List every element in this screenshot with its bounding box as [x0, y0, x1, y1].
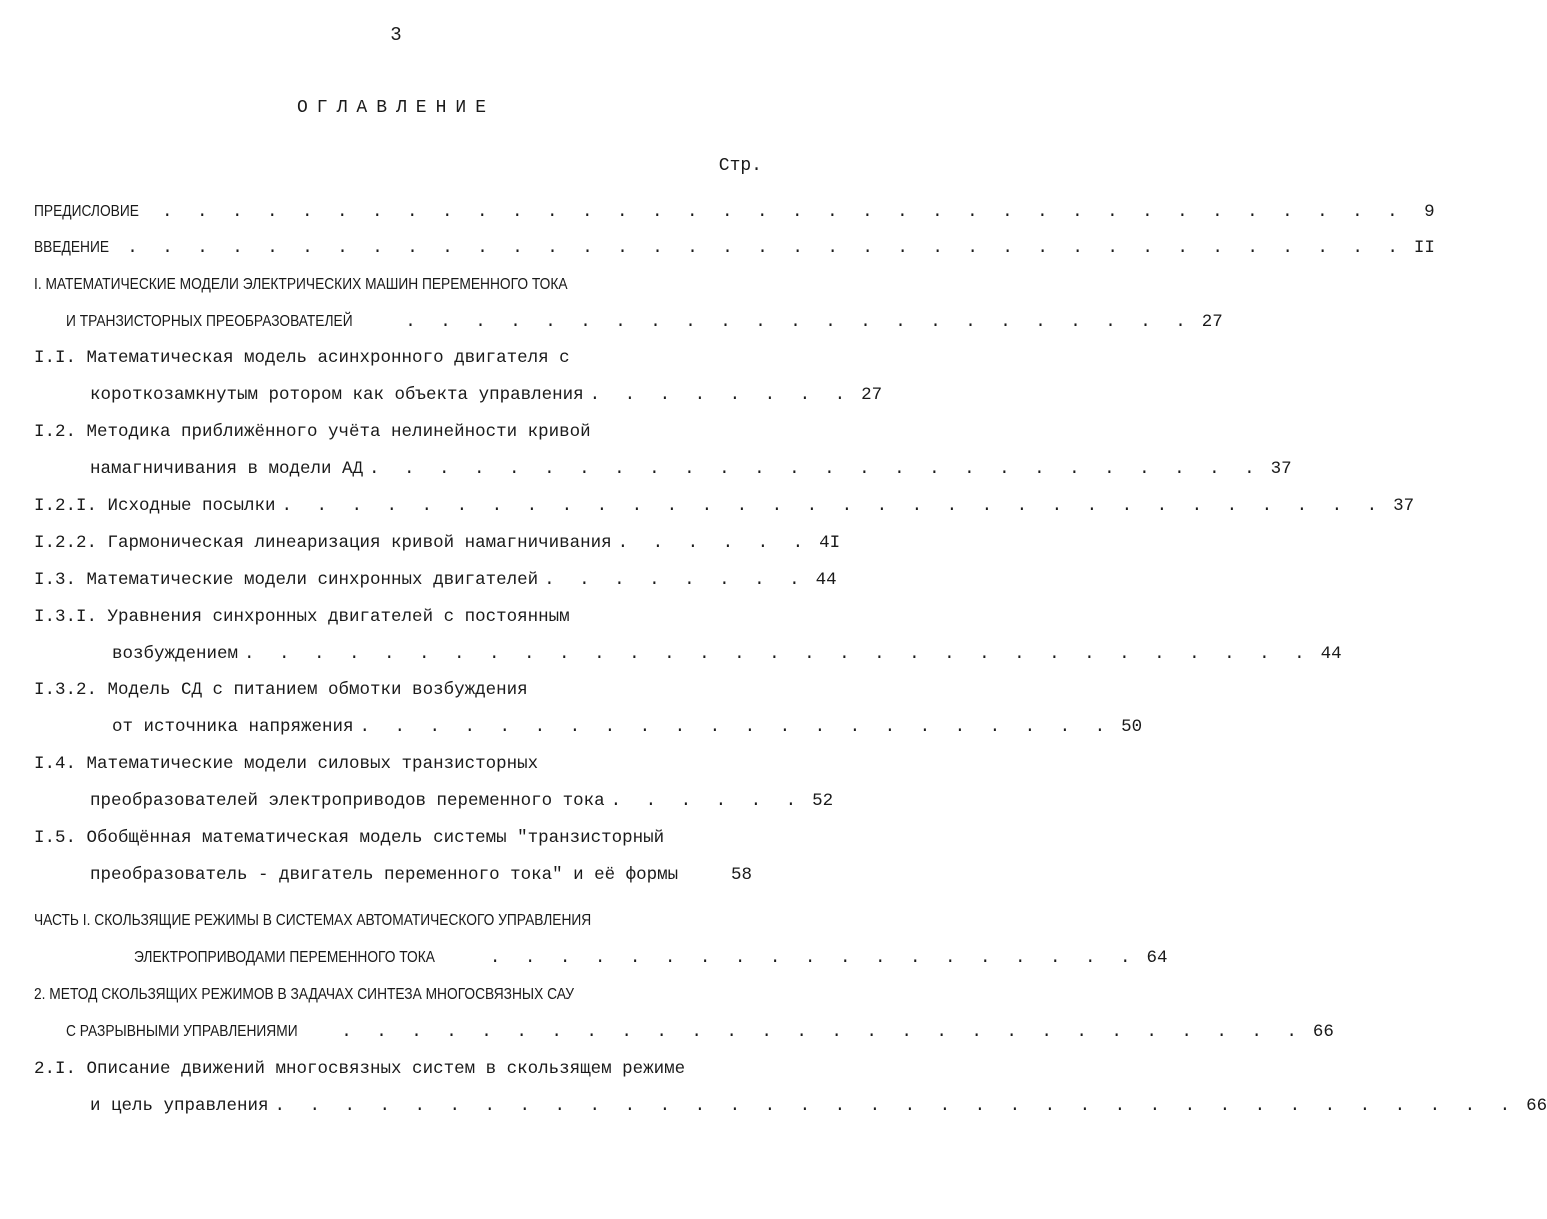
toc-entry-text: I.I. Математическая модель асинхронного двигателя с — [34, 348, 570, 368]
toc-leader-dots: . . . . . . . . — [589, 385, 853, 405]
toc-entry — [134, 945, 1168, 971]
page-number: 3 — [390, 24, 402, 46]
toc-entry-text: ПРЕДИСЛОВИЕ — [34, 203, 139, 220]
toc-entry-page: 9 — [1424, 202, 1435, 222]
toc-title: ОГЛАВЛЕНИЕ — [296, 98, 496, 118]
toc-entry — [34, 345, 576, 371]
toc-entry-page: 66 — [1312, 1022, 1334, 1042]
toc-entry — [112, 714, 1143, 740]
toc-entry — [90, 862, 752, 888]
toc-entry-page: 66 — [1526, 1096, 1547, 1116]
toc-entry — [66, 309, 1223, 335]
toc-leader-dots: . . . . . . . . . . . . . . . . . . . . . . . . . . — [369, 459, 1262, 479]
toc-entry-page: 37 — [1393, 496, 1415, 516]
toc-entry-text: преобразователь - двигатель переменного тока" и её формы — [90, 865, 679, 885]
toc-entry — [34, 1056, 691, 1082]
toc-entry — [34, 530, 841, 556]
toc-entry — [34, 908, 688, 934]
toc-entry-text: I.3.2. Модель СД с питанием обмотки возбуждения — [34, 680, 528, 700]
toc-entry-page: 37 — [1270, 459, 1292, 479]
toc-entry-text: I. МАТЕМАТИЧЕСКИЕ МОДЕЛИ ЭЛЕКТРИЧЕСКИХ МАШИН ПЕРЕМЕННОГО ТОКА — [34, 276, 568, 293]
toc-leader-dots: . . . . . . . . . . . . . . . . . . . . . . . . . . . . — [341, 1022, 1304, 1042]
toc-entry — [90, 456, 1292, 482]
toc-entry — [66, 1019, 1334, 1045]
toc-entry-text: I.3.I. Уравнения синхронных двигателей с постоянным — [34, 607, 570, 627]
toc-leader-dots: . . . . . . — [610, 791, 804, 811]
toc-entry-text: I.4. Математические модели силовых транзисторных — [34, 754, 539, 774]
toc-entry — [90, 1093, 1547, 1119]
toc-entry-text: ВВЕДЕНИЕ — [34, 239, 110, 256]
toc-entry — [34, 493, 1415, 519]
toc-entry-text: I.2.2. Гармоническая линеаризация кривой намагничивания — [34, 533, 612, 553]
toc-entry-page: 27 — [1201, 312, 1223, 332]
toc-leader-dots: . . . . . . . . . . . . . . . . . . . — [489, 948, 1138, 968]
toc-leader-dots: . . . . . . . . . . . . . . . . . . . . . . . . . . . . . . . . . . . . — [162, 202, 1405, 222]
toc-entry — [34, 982, 668, 1008]
toc-entry-text: и цель управления — [90, 1096, 269, 1116]
toc-entry — [34, 604, 576, 630]
toc-leader-dots: . . . . . . . . . . . . . . . . . . . . . . . . . . . . . . . . — [281, 496, 1385, 516]
toc-entry-text: возбуждением — [112, 644, 239, 664]
toc-entry-text: I.2.I. Исходные посылки — [34, 496, 276, 516]
toc-leader-dots: . . . . . . . . . . . . . . . . . . . . . . . — [405, 312, 1193, 332]
toc-leader-dots: . . . . . . . . . . . . . . . . . . . . . . . . . . . . . . . . . . . . — [274, 1096, 1518, 1116]
toc-entry-text: короткозамкнутым ротором как объекта управления — [90, 385, 584, 405]
toc-entry-page: 52 — [812, 791, 834, 811]
toc-entry — [34, 199, 1435, 225]
toc-entry — [34, 751, 544, 777]
toc-leader-dots: . . . . . . — [617, 533, 811, 553]
toc-entry-text: I.5. Обобщённая математическая модель системы "транзисторный — [34, 828, 665, 848]
toc-leader-dots: . . . . . . . . . . . . . . . . . . . . . . . . . . . . . . . . . . . . . — [127, 238, 1405, 258]
toc-entry-text: I.2. Методика приближённого учёта нелинейности кривой — [34, 422, 591, 442]
toc-entry — [112, 641, 1342, 667]
toc-entry-page: II — [1413, 238, 1435, 258]
toc-leader-dots: . . . . . . . . . . . . . . . . . . . . . . — [359, 717, 1113, 737]
toc-entry-text: ЭЛЕКТРОПРИВОДАМИ ПЕРЕМЕННОГО ТОКА — [134, 949, 435, 966]
toc-entry — [90, 382, 883, 408]
toc-entry-text: от источника напряжения — [112, 717, 354, 737]
toc-entry — [34, 235, 1435, 261]
toc-entry-text: И ТРАНЗИСТОРНЫХ ПРЕОБРАЗОВАТЕЛЕЙ — [66, 313, 353, 330]
toc-entry-page: 50 — [1121, 717, 1143, 737]
toc-entry-text: намагничивания в модели АД — [90, 459, 364, 479]
toc-leader-dots: . . . . . . . . . . . . . . . . . . . . . . . . . . . . . . . — [244, 644, 1312, 664]
toc-leader-dots: . . . . . . . . — [544, 570, 807, 590]
toc-entry — [90, 788, 834, 814]
toc-entry-page: 4I — [819, 533, 841, 553]
toc-entry — [34, 825, 670, 851]
toc-entry — [34, 677, 534, 703]
toc-entry — [34, 419, 597, 445]
toc-entry — [34, 567, 837, 593]
toc-entry-page: 27 — [861, 385, 883, 405]
toc-entry-text: С РАЗРЫВНЫМИ УПРАВЛЕНИЯМИ — [66, 1023, 298, 1040]
toc-entry-page: 64 — [1146, 948, 1168, 968]
toc-entry-page: 44 — [815, 570, 837, 590]
toc-entry-text: I.3. Математические модели синхронных двигателей — [34, 570, 539, 590]
toc-entry — [34, 272, 660, 298]
toc-entry-page: 44 — [1320, 644, 1342, 664]
toc-entry-text: 2.I. Описание движений многосвязных систем в скользящем режиме — [34, 1059, 686, 1079]
toc-entry-text: 2. МЕТОД СКОЛЬЗЯЩИХ РЕЖИМОВ В ЗАДАЧАХ СИНТЕЗА МНОГОСВЯЗНЫХ САУ — [34, 986, 575, 1003]
toc-entry-text: преобразователей электроприводов переменного тока — [90, 791, 605, 811]
page-column-header: Стр. — [718, 156, 762, 176]
toc-entry-text: ЧАСТЬ I. СКОЛЬЗЯЩИЕ РЕЖИМЫ В СИСТЕМАХ АВТОМАТИЧЕСКОГО УПРАВЛЕНИЯ — [34, 912, 592, 929]
toc-entry-page: 58 — [730, 865, 752, 885]
